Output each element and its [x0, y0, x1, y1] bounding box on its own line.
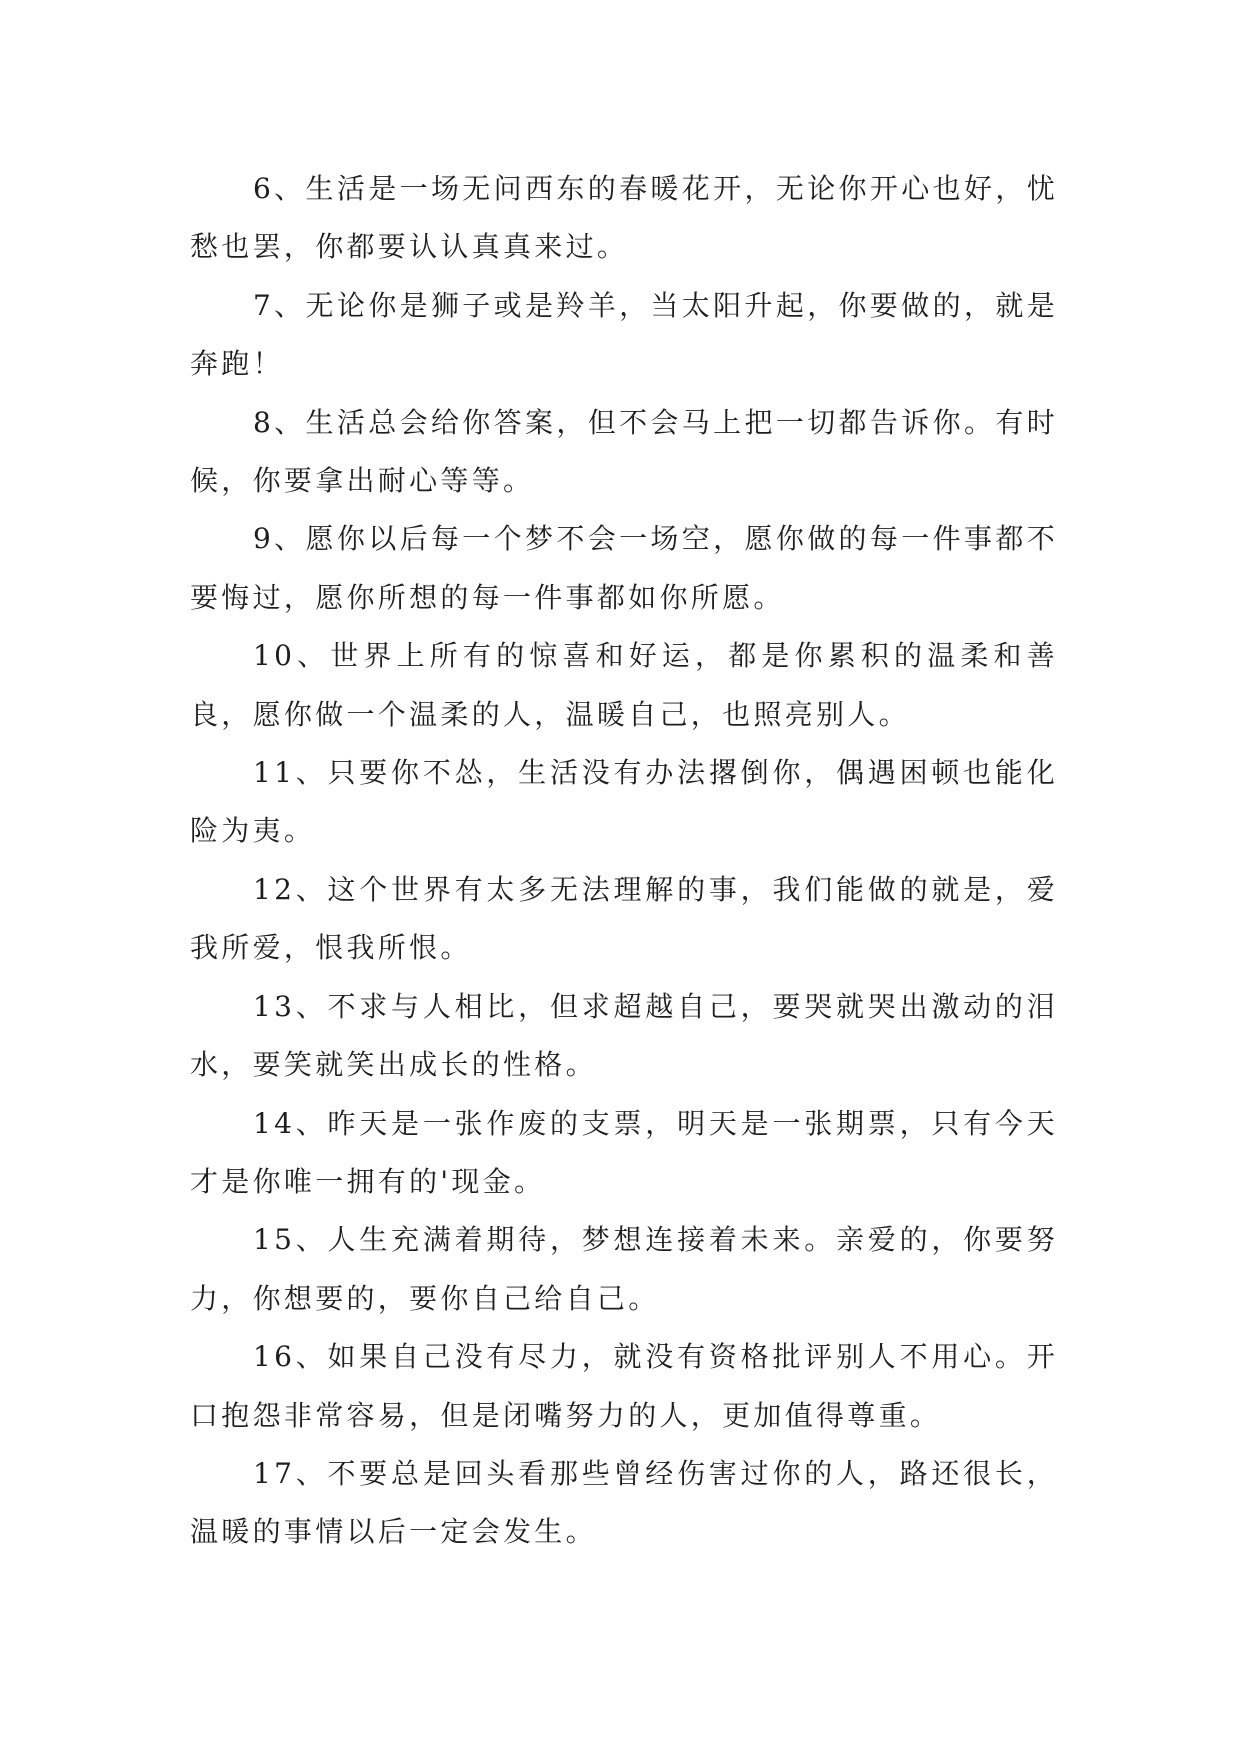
paragraph: 11、只要你不怂，生活没有办法撂倒你，偶遇困顿也能化险为夷。 [190, 756, 1058, 848]
paragraph: 14、昨天是一张作废的支票，明天是一张期票，只有今天才是你唯一拥有的'现金。 [190, 1106, 1058, 1198]
paragraph: 9、愿你以后每一个梦不会一场空，愿你做的每一件事都不要悔过，愿你所想的每一件事都如你所愿。 [190, 522, 1058, 614]
paragraph: 7、无论你是狮子或是羚羊，当太阳升起，你要做的，就是奔跑！ [190, 288, 1058, 381]
paragraph: 6、生活是一场无问西东的春暖花开，无论你开心也好，忧愁也罢，你都要认认真真来过。 [190, 172, 1058, 264]
paragraph: 10、世界上所有的惊喜和好运，都是你累积的温柔和善良，愿你做一个温柔的人，温暖自己，也照亮别人。 [190, 639, 1058, 731]
document-body [190, 160, 1058, 1562]
paragraph: 15、人生充满着期待，梦想连接着未来。亲爱的，你要努力，你想要的，要你自己给自己。 [190, 1223, 1058, 1315]
paragraph: 12、这个世界有太多无法理解的事，我们能做的就是，爱我所爱，恨我所恨。 [190, 872, 1058, 965]
paragraph: 16、如果自己没有尽力，就没有资格批评别人不用心。开口抱怨非常容易，但是闭嘴努力的人，更加值得尊重。 [190, 1340, 1058, 1432]
paragraph: 17、不要总是回头看那些曾经伤害过你的人，路还很长，温暖的事情以后一定会发生。 [190, 1456, 1058, 1549]
paragraph: 13、不求与人相比，但求超越自己，要哭就哭出激动的泪水，要笑就笑出成长的性格。 [190, 989, 1058, 1082]
paragraph: 8、生活总会给你答案，但不会马上把一切都告诉你。有时候，你要拿出耐心等等。 [190, 405, 1058, 498]
